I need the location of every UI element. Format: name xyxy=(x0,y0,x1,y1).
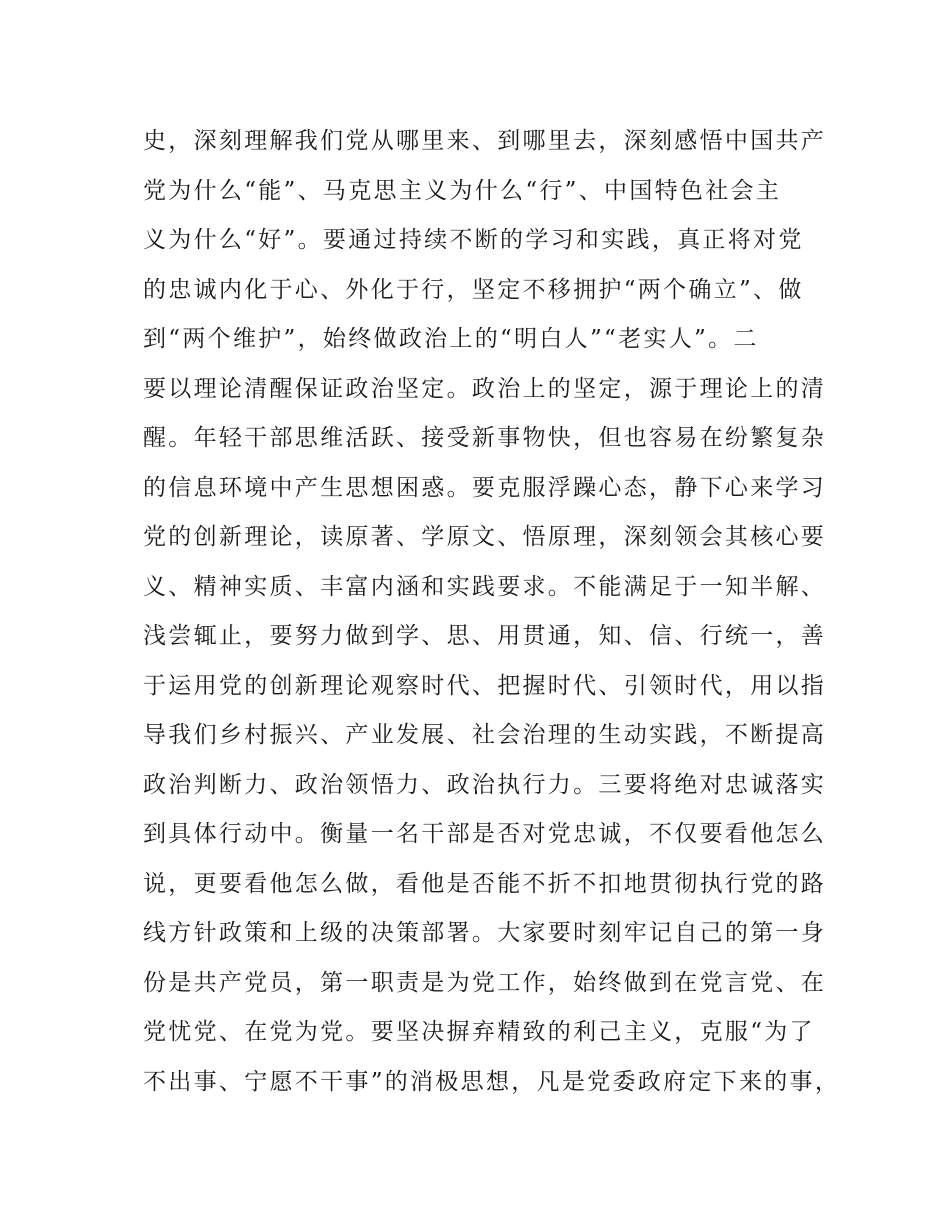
text-line: 党忧党、在党为党。要坚决摒弃精致的利己主义，克服“为了 xyxy=(143,1019,815,1045)
text-line: 于运用党的创新理论观察时代、把握时代、引领时代，用以指 xyxy=(143,672,827,699)
text-line: 不出事、宁愿不干事”的消极思想，凡是党委政府定下来的事， xyxy=(143,1068,841,1095)
text-line: 到具体行动中。衡量一名干部是否对党忠诚，不仅要看他怎么 xyxy=(143,821,827,847)
text-line: 说，更要看他怎么做，看他是否能不折不扣地贯彻执行党的路 xyxy=(143,870,827,897)
text-line: 党为什么“能”、马克思主义为什么“行”、中国特色社会主 xyxy=(143,177,782,204)
text-line: 义为什么“好”。要通过持续不断的学习和实践，真正将对党 xyxy=(143,227,804,253)
text-line: 线方针政策和上级的决策部署。大家要时刻牢记自己的第一身 xyxy=(143,920,827,946)
text-line: 的信息环境中产生思想困惑。要克服浮躁心态，静下心来学习 xyxy=(143,474,827,501)
text-line: 要以理论清醒保证政治坚定。政治上的坚定，源于理论上的清 xyxy=(143,375,827,402)
text-line: 义、精神实质、丰富内涵和实践要求。不能满足于一知半解、 xyxy=(143,573,827,600)
text-line: 份是共产党员，第一职责是为党工作，始终做到在党言党、在 xyxy=(143,969,827,996)
text-line: 醒。年轻干部思维活跃、接受新事物快，但也容易在纷繁复杂 xyxy=(143,425,827,451)
text-line: 的忠诚内化于心、外化于行，坚定不移拥护“两个确立”、做 xyxy=(143,276,804,303)
text-line: 浅尝辄止，要努力做到学、思、用贯通，知、信、行统一，善 xyxy=(143,623,827,649)
text-line: 政治判断力、政治领悟力、政治执行力。三要将绝对忠诚落实 xyxy=(143,771,827,798)
text-line: 史，深刻理解我们党从哪里来、到哪里去，深刻感悟中国共产 xyxy=(143,128,827,154)
text-line: 导我们乡村振兴、产业发展、社会治理的生动实践，不断提高 xyxy=(143,722,827,748)
text-line: 到“两个维护”，始终做政治上的“明白人”“老实人”。二 xyxy=(143,326,759,352)
text-line: 党的创新理论，读原著、学原文、悟原理，深刻领会其核心要 xyxy=(143,524,827,550)
body-text xyxy=(143,117,841,1107)
